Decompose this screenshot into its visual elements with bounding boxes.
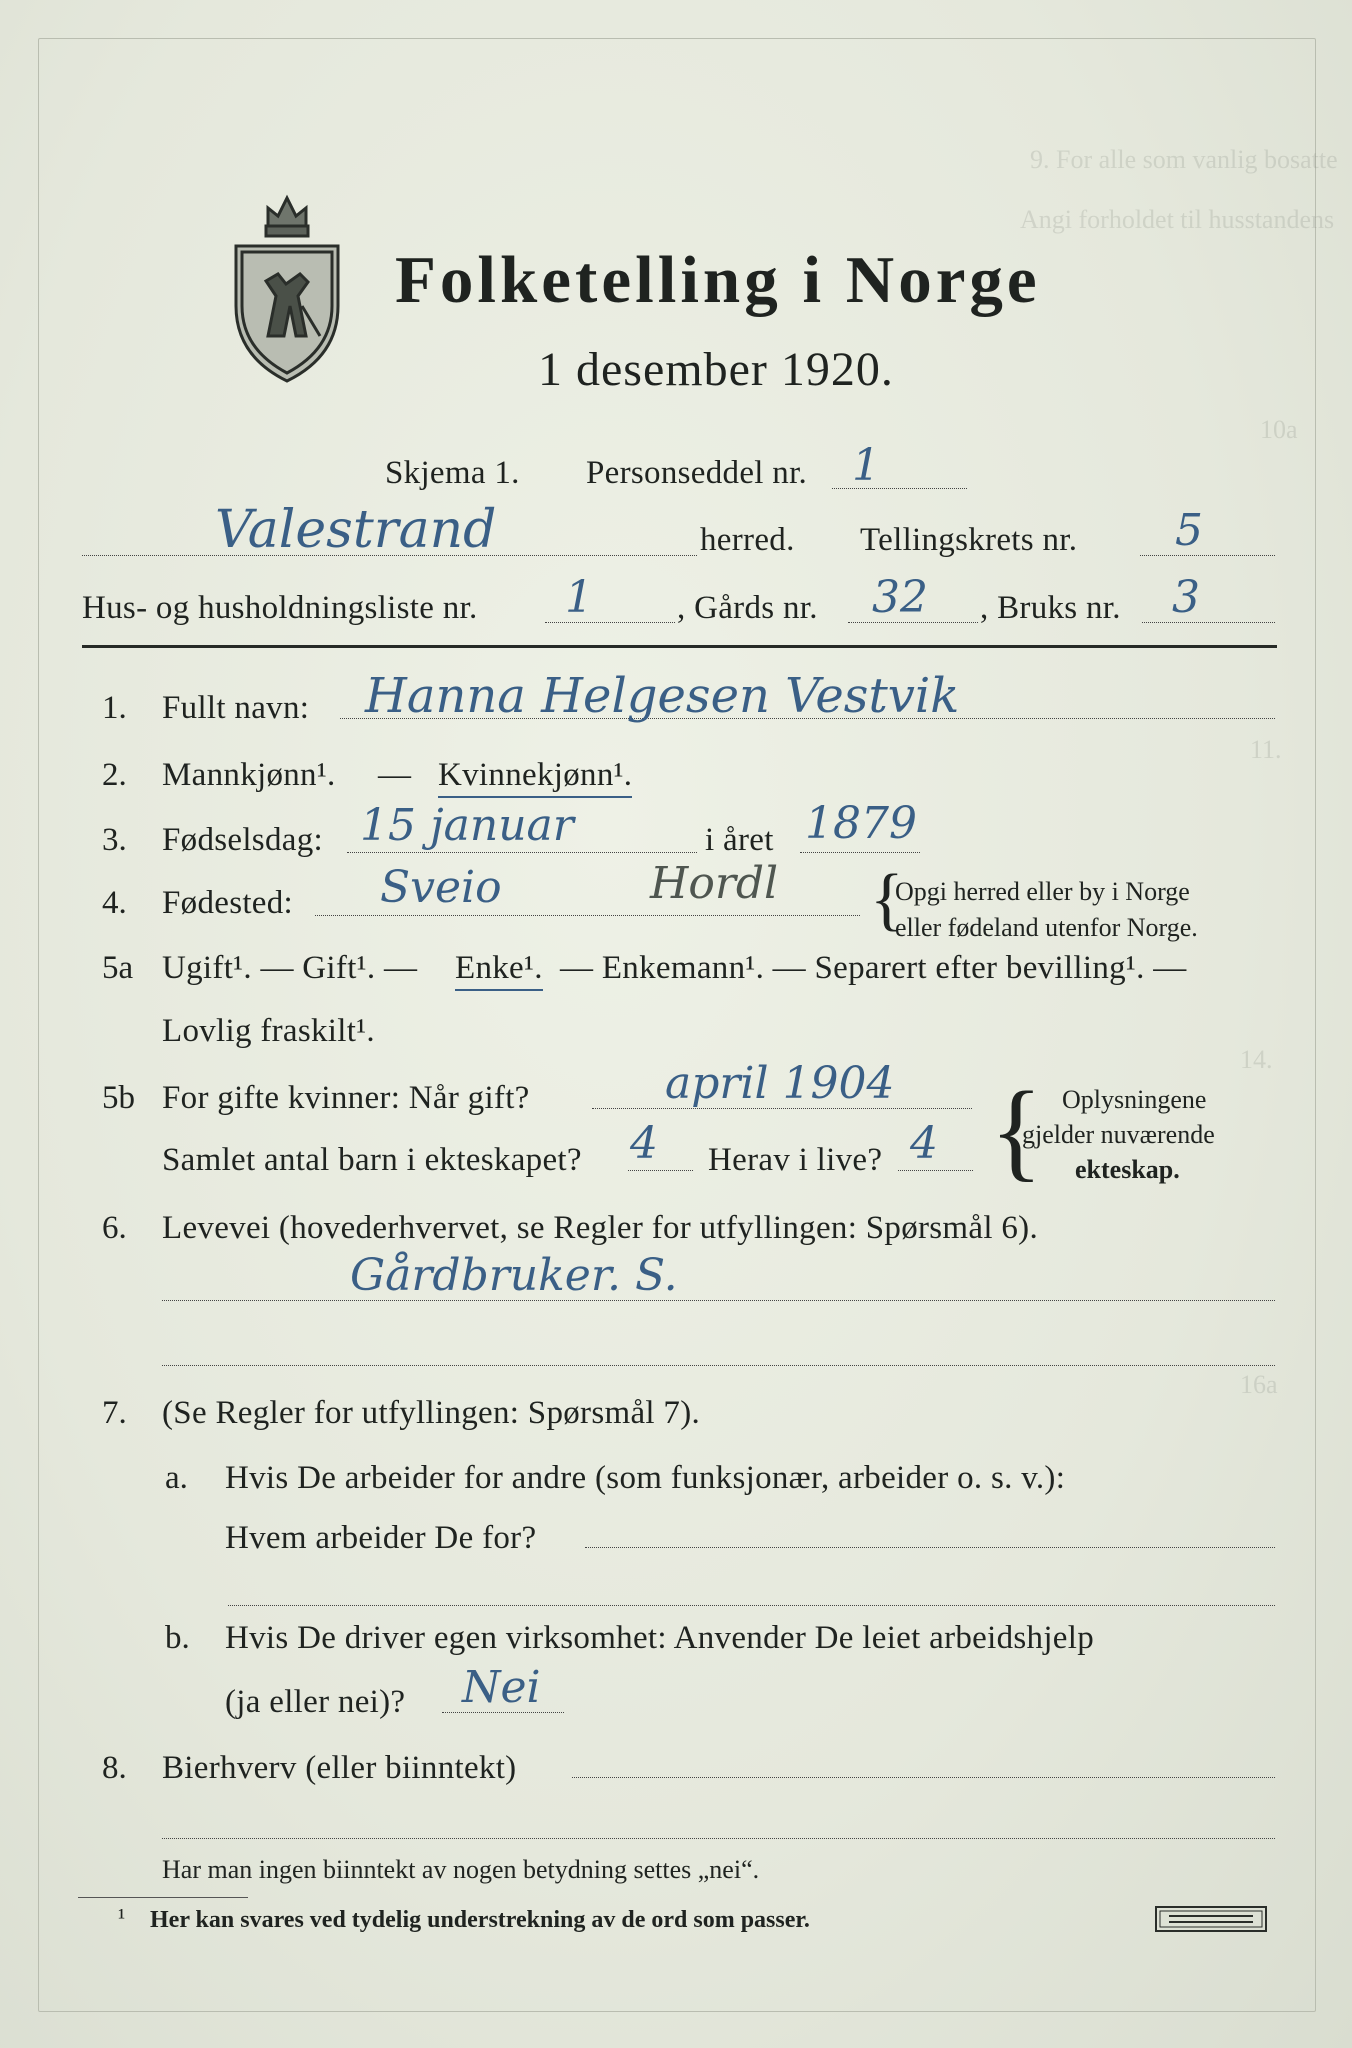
q2-separator: — <box>378 757 412 793</box>
q7b-number: b. <box>165 1620 190 1656</box>
q5b-children-line <box>628 1170 693 1171</box>
census-form-page: 9. For alle som vanlig bosatte Angi forholdet til husstandens 10a 11. 14. 16a Folketelling i Norge 1 desember 1920. Skjema 1. Personseddel nr. 1 Valestrand herred. Tellingskrets nr. 5 Hus- og husholdningsliste nr. 1 , Gårds nr. 32 , Bruks nr. 3 1. Fullt navn: Hanna Helgesen Vestvik 2. Mannkjønn¹. — Kvinnekjønn¹. 3. Fødselsdag: 15 januar i året 1879 4. Fødested: Sveio Hordl { Opgi herred eller by i Norge eller fødeland utenfor Norge. 5a Ugift¹. — Gift¹. — Enke¹. — Enkemann¹. — Separert efter bevilling¹. — Lovlig fraskilt¹. 5b For gifte kvinner: Når gift? april 1904 Samlet antal barn i ekteskapet? 4 Herav i live? 4 { Oplysningene gjelder nuværende ekteskap. 6. Levevei (hovederhvervet, se Regler for utfyllingen: Spørsmål 6). Gårdbruker. S. 7. (Se Regler for utfyllingen: Spørsmål 7). a. Hvis De arbeider for andre (som funksjonær, arbeider o. s. v.): Hvem arbeider De for? b. Hvis De driver egen virksomhet: Anvender De leiet arbeidshjelp (ja eller nei)? Nei 8. Bierhverv (eller biinntekt) Har man ingen biinntekt av nogen betydning settes „nei“. ¹ Her kan svares ved tydelig understrekning av de ord som passer. <box>0 0 1352 2048</box>
birth-year-value[interactable]: 1879 <box>805 798 917 849</box>
q5a-number: 5a <box>102 950 134 986</box>
q5b-number: 5b <box>102 1080 135 1116</box>
q5a-options-b[interactable]: — Enkemann¹. — Separert efter bevilling¹. — <box>560 950 1187 986</box>
q4-line <box>315 915 860 916</box>
q5a-options-a[interactable]: Ugift¹. — Gift¹. — <box>162 950 418 986</box>
q7-label: (Se Regler for utfyllingen: Spørsmål 7). <box>162 1395 701 1431</box>
q8-line-1[interactable] <box>572 1777 1275 1778</box>
footnote-text: Her kan svares ved tydelig understrekning av de ord som passer. <box>150 1907 810 1933</box>
q4-note-1: Opgi herred eller by i Norge <box>895 877 1190 906</box>
q8-line-2[interactable] <box>162 1838 1275 1839</box>
q8-label: Bierhverv (eller biinntekt) <box>162 1750 517 1786</box>
q7-number: 7. <box>102 1395 127 1431</box>
q8-number: 8. <box>102 1750 127 1786</box>
q5b-children-label: Samlet antal barn i ekteskapet? <box>162 1142 582 1178</box>
q7a-label: Hvis De arbeider for andre (som funksjonær, arbeider o. s. v.): <box>225 1460 1066 1496</box>
footnote-mark: ¹ <box>118 1905 126 1931</box>
q3-day-line <box>347 852 697 853</box>
occupation-value[interactable]: Gårdbruker. S. <box>350 1250 678 1301</box>
children-alive-value[interactable]: 4 <box>910 1118 938 1169</box>
full-name-value[interactable]: Hanna Helgesen Vestvik <box>365 668 960 724</box>
q1-number: 1. <box>102 690 127 726</box>
q5a-enke-selected[interactable]: Enke¹. <box>455 950 543 991</box>
q6-number: 6. <box>102 1210 127 1246</box>
q5b-alive-line <box>898 1170 973 1171</box>
q5b-note-1: Oplysningene <box>1062 1085 1207 1114</box>
q4-number: 4. <box>102 885 127 921</box>
tellingskrets-value[interactable]: 5 <box>1175 505 1203 556</box>
gards-label: , Gårds nr. <box>677 590 818 626</box>
q5b-brace: { <box>990 1069 1043 1191</box>
q7a-number: a. <box>165 1460 188 1496</box>
q7b-yesno-label: (ja eller nei)? <box>225 1684 406 1720</box>
q7a-who-label: Hvem arbeider De for? <box>225 1520 537 1556</box>
birthday-value[interactable]: 15 januar <box>360 800 574 851</box>
norway-coat-of-arms-icon <box>228 186 346 386</box>
q5b-alive-label: Herav i live? <box>708 1142 883 1178</box>
q3-label: Fødselsdag: <box>162 822 323 858</box>
birthplace-county-value[interactable]: Hordl <box>650 858 779 909</box>
married-date-value[interactable]: april 1904 <box>665 1058 895 1109</box>
q5b-label: For gifte kvinner: Når gift? <box>162 1080 530 1116</box>
children-count-value[interactable]: 4 <box>630 1118 658 1169</box>
bruks-line <box>1142 622 1275 623</box>
hired-help-value[interactable]: Nei <box>462 1662 541 1713</box>
herred-label: herred. <box>700 522 795 558</box>
q4-brace: { <box>870 861 904 938</box>
census-date: 1 desember 1920. <box>538 343 894 396</box>
q2-female-selected[interactable]: Kvinnekjønn¹. <box>438 757 632 798</box>
q6-line-1 <box>162 1300 1275 1301</box>
q4-note-2: eller fødeland utenfor Norge. <box>895 913 1198 942</box>
tellingskrets-line <box>1140 555 1275 556</box>
q7a-line-2[interactable] <box>228 1605 1275 1606</box>
husliste-label: Hus- og husholdningsliste nr. <box>82 590 478 626</box>
header-divider <box>82 645 1277 648</box>
q1-label: Fullt navn: <box>162 690 310 726</box>
q6-line-2 <box>162 1365 1275 1366</box>
q5b-note-3: ekteskap. <box>1075 1155 1180 1184</box>
q2-male[interactable]: Mannkjønn¹. <box>162 757 336 793</box>
q3-number: 3. <box>102 822 127 858</box>
gards-value[interactable]: 32 <box>872 572 928 623</box>
q3-year-label: i året <box>705 822 774 858</box>
q5b-note-2: gjelder nuværende <box>1022 1120 1215 1149</box>
form-title: Folketelling i Norge <box>395 243 1041 317</box>
personseddel-value[interactable]: 1 <box>852 440 880 491</box>
footnote-divider <box>78 1897 248 1898</box>
q6-label: Levevei (hovederhvervet, se Regler for utfyllingen: Spørsmål 6). <box>162 1210 1039 1246</box>
birthplace-value[interactable]: Sveio <box>380 862 502 913</box>
printer-stamp-icon <box>1155 1906 1267 1932</box>
tellingskrets-label: Tellingskrets nr. <box>860 522 1078 558</box>
husliste-value[interactable]: 1 <box>565 572 593 623</box>
schema-label: Skjema 1. <box>385 455 520 491</box>
biinntekt-note: Har man ingen biinntekt av nogen betydning settes „nei“. <box>162 1855 760 1884</box>
q5a-options-fraskilt[interactable]: Lovlig fraskilt¹. <box>162 1013 375 1049</box>
q3-year-line <box>800 852 920 853</box>
herred-value[interactable]: Valestrand <box>215 500 497 560</box>
q7b-label: Hvis De driver egen virksomhet: Anvender De leiet arbeidshjelp <box>225 1620 1095 1656</box>
q4-label: Fødested: <box>162 885 294 921</box>
personseddel-label: Personseddel nr. <box>586 455 808 491</box>
bruks-value[interactable]: 3 <box>1172 572 1200 623</box>
bruks-label: , Bruks nr. <box>980 590 1121 626</box>
q2-number: 2. <box>102 757 127 793</box>
q7a-line-1[interactable] <box>585 1547 1275 1548</box>
